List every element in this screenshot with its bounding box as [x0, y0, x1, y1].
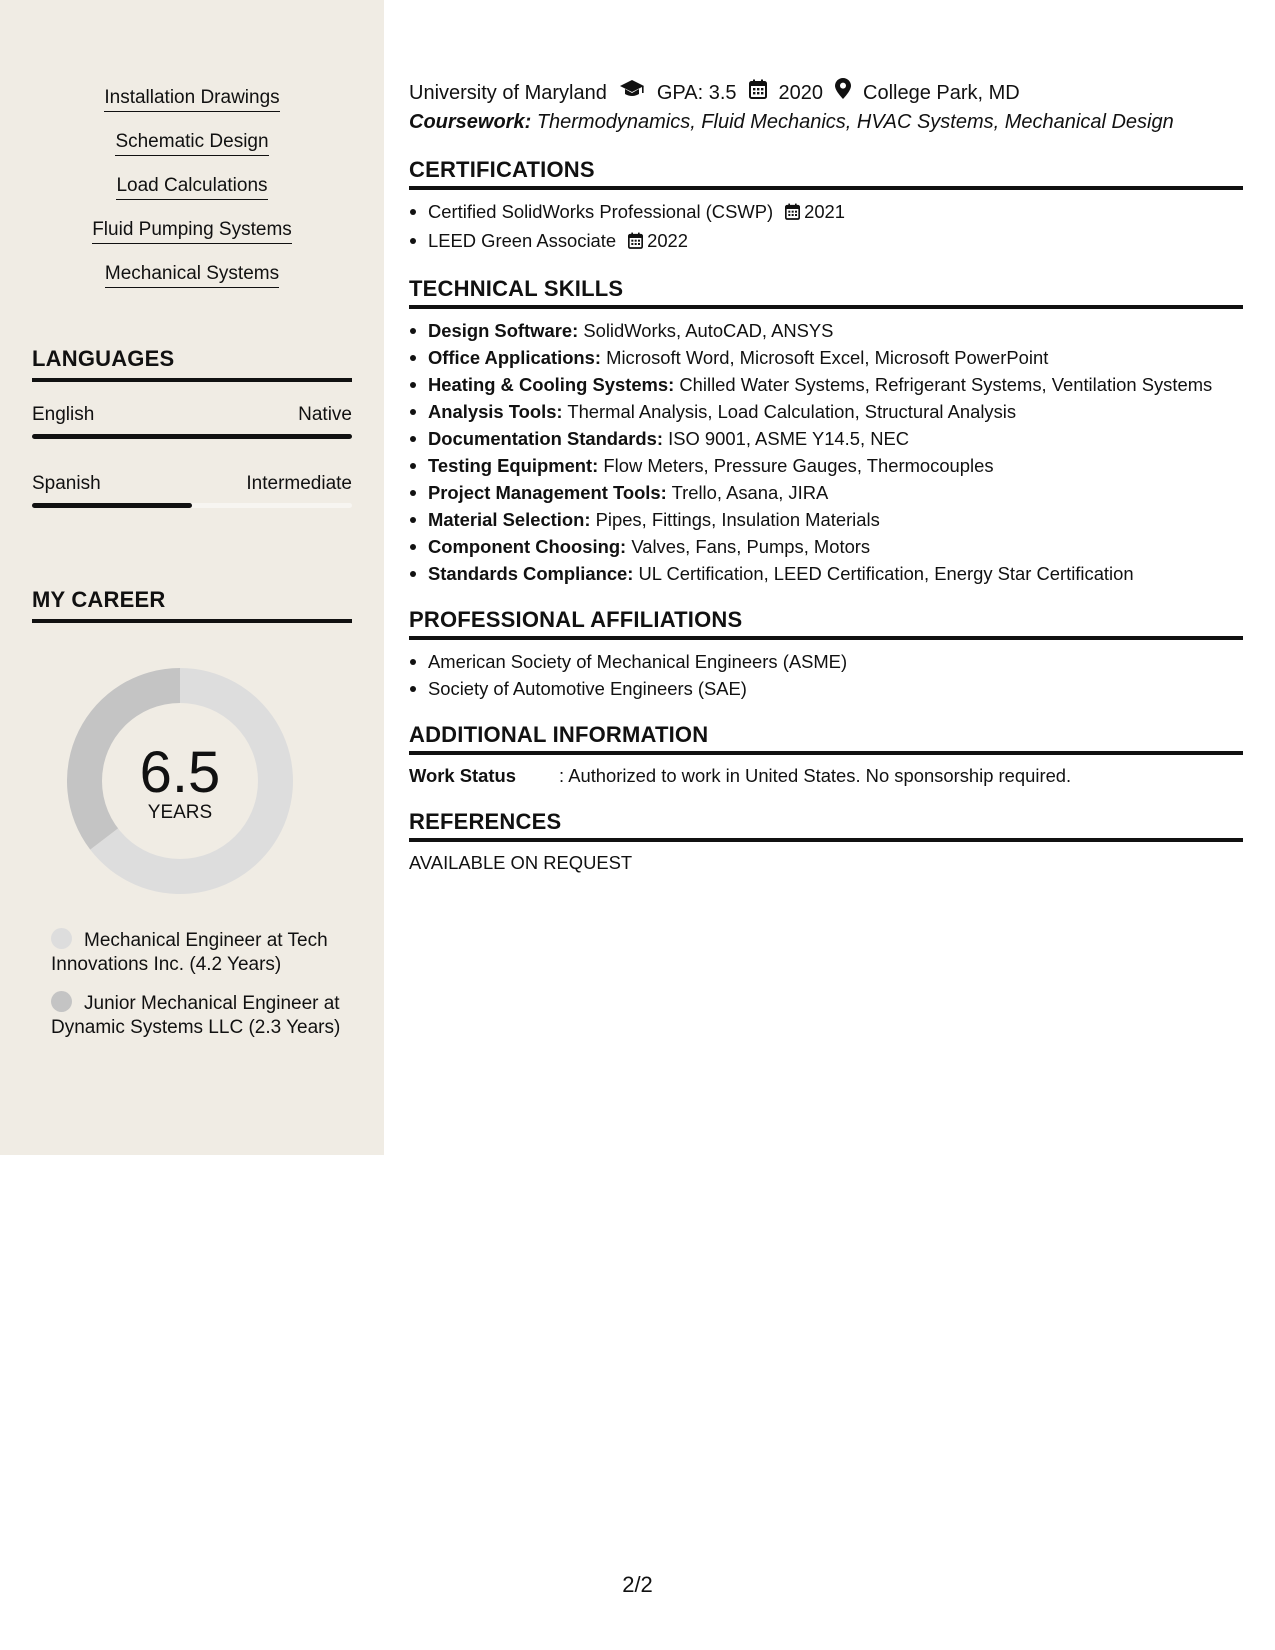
certifications-heading: CERTIFICATIONS [409, 157, 1243, 190]
coursework-list: Thermodynamics, Fluid Mechanics, HVAC Systems, Mechanical Design [536, 111, 1174, 133]
skill-item [409, 506, 1243, 533]
language-proficiency-bar [32, 503, 352, 508]
location-pin-icon [835, 78, 851, 107]
language-level: Native [298, 404, 352, 425]
language-row [32, 473, 352, 495]
skill-item [409, 479, 1243, 506]
skill-value: UL Certification, LEED Certification, Energy Star Certification [638, 563, 1134, 584]
sidebar [0, 0, 384, 1155]
language-proficiency-fill [32, 434, 352, 439]
skill-label: Component Choosing: [428, 536, 627, 557]
language-name: English [32, 404, 95, 425]
additional-info-heading: ADDITIONAL INFORMATION [409, 722, 1243, 755]
calendar-icon [628, 229, 643, 256]
language-proficiency-bar [32, 434, 352, 439]
education-line [409, 78, 1243, 107]
affiliation-item: American Society of Mechanical Engineers (ASME) [409, 648, 1243, 675]
skill-item [409, 344, 1243, 371]
skill-item [409, 317, 1243, 344]
skill-item [409, 560, 1243, 587]
work-status-label: Work Status [409, 765, 516, 786]
affiliations-heading: PROFESSIONAL AFFILIATIONS [409, 607, 1243, 640]
certification-year: 2021 [804, 201, 846, 222]
skill-tag: Load Calculations [116, 176, 267, 200]
skill-label: Material Selection: [428, 509, 591, 530]
calendar-icon [749, 79, 767, 107]
skill-item [409, 371, 1243, 398]
career-total-value: 6.5 [139, 740, 221, 805]
affiliations-list [409, 648, 1243, 702]
skill-label: Design Software: [428, 320, 579, 341]
skill-value: Thermal Analysis, Load Calculation, Structural Analysis [567, 401, 1017, 422]
skill-value: Chilled Water Systems, Refrigerant Systems, Ventilation Systems [679, 374, 1213, 395]
skill-label: Heating & Cooling Systems: [428, 374, 675, 395]
graduation-cap-icon [619, 79, 645, 107]
graduation-year: 2020 [778, 81, 824, 104]
career-legend-item [51, 928, 341, 977]
skill-label: Project Management Tools: [428, 482, 667, 503]
skill-label: Documentation Standards: [428, 428, 664, 449]
career-entry-label: Junior Mechanical Engineer at Dynamic Systems LLC (2.3 Years) [51, 993, 341, 1038]
references-text: AVAILABLE ON REQUEST [409, 852, 633, 873]
school-name: University of Maryland [409, 81, 607, 104]
skill-value: Valves, Fans, Pumps, Motors [631, 536, 871, 557]
school-location: College Park, MD [863, 81, 1020, 104]
main-content [409, 78, 1243, 876]
career-legend [51, 928, 341, 1054]
skill-tags [0, 88, 384, 308]
legend-dot [51, 991, 72, 1012]
gpa: GPA: 3.5 [656, 81, 737, 104]
certification-year: 2022 [647, 230, 689, 251]
skill-tag: Fluid Pumping Systems [92, 220, 292, 244]
language-name: Spanish [32, 473, 101, 494]
certification-item [409, 227, 1243, 256]
page-number: 2/2 [622, 1572, 653, 1597]
certifications-list [409, 198, 1243, 256]
skill-item [409, 452, 1243, 479]
technical-skills-list [409, 317, 1243, 587]
skill-item [409, 398, 1243, 425]
skill-item [409, 533, 1243, 560]
career-entry-label: Mechanical Engineer at Tech Innovations Inc. (4.2 Years) [51, 930, 328, 975]
language-level: Intermediate [246, 473, 352, 494]
language-proficiency-fill [32, 503, 192, 508]
skill-value: SolidWorks, AutoCAD, ANSYS [583, 320, 834, 341]
skill-tag: Mechanical Systems [105, 264, 279, 288]
skill-value: Microsoft Word, Microsoft Excel, Microsoft PowerPoint [606, 347, 1049, 368]
skill-item [409, 425, 1243, 452]
skill-tag: Installation Drawings [104, 88, 279, 112]
skill-label: Analysis Tools: [428, 401, 563, 422]
career-heading: MY CAREER [32, 587, 352, 623]
skill-tag: Schematic Design [115, 132, 268, 156]
work-status-row [409, 763, 1243, 789]
language-row [32, 404, 352, 426]
certification-name: Certified SolidWorks Professional (CSWP) [428, 201, 774, 222]
technical-skills-heading: TECHNICAL SKILLS [409, 276, 1243, 309]
skill-value: Trello, Asana, JIRA [671, 482, 829, 503]
affiliation-item: Society of Automotive Engineers (SAE) [409, 675, 1243, 702]
skill-label: Standards Compliance: [428, 563, 634, 584]
skill-value: Pipes, Fittings, Insulation Materials [595, 509, 880, 530]
skill-value: ISO 9001, ASME Y14.5, NEC [668, 428, 910, 449]
work-status-value: : Authorized to work in United States. No sponsorship required. [559, 765, 1072, 786]
calendar-icon [785, 200, 800, 227]
coursework [409, 107, 1243, 137]
skill-value: Flow Meters, Pressure Gauges, Thermocouples [603, 455, 994, 476]
career-legend-item [51, 991, 341, 1040]
career-total-unit: YEARS [147, 802, 213, 823]
certification-item [409, 198, 1243, 227]
skill-label: Office Applications: [428, 347, 602, 368]
certification-name: LEED Green Associate [428, 230, 617, 251]
legend-dot [51, 928, 72, 949]
references-heading: REFERENCES [409, 809, 1243, 842]
coursework-label: Coursework: [409, 111, 532, 133]
languages-heading: LANGUAGES [32, 346, 352, 382]
skill-label: Testing Equipment: [428, 455, 599, 476]
